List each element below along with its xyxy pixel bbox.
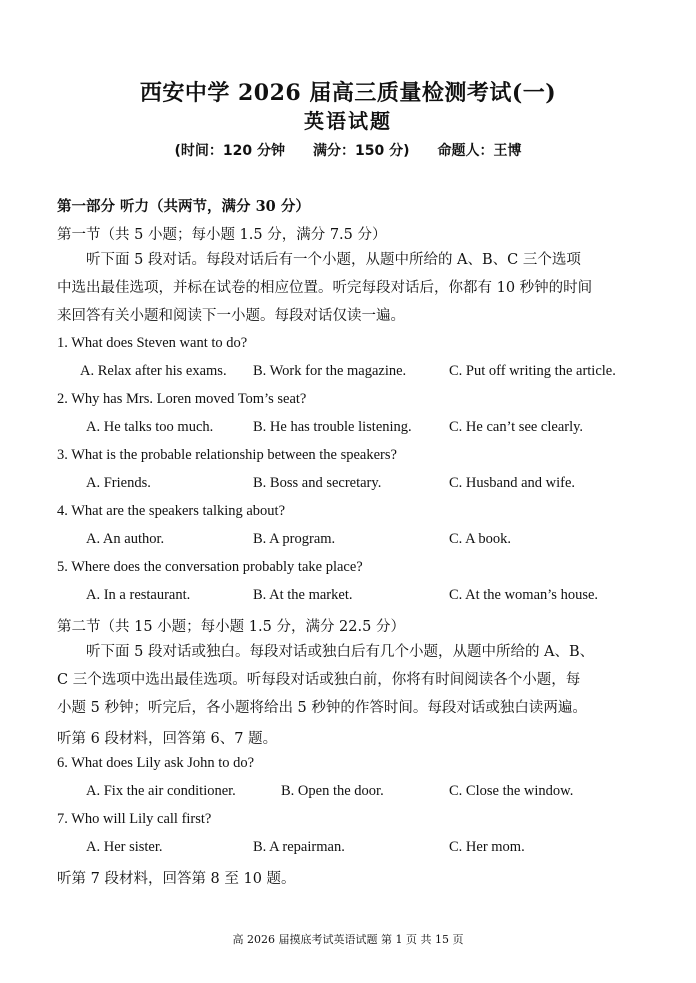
option-b: B. At the market.	[253, 587, 353, 603]
option-c: C. At the woman’s house.	[449, 587, 599, 603]
option-b: B. Boss and secretary.	[253, 475, 382, 491]
exam-title: 西安中学 2026 届高三质量检测考试(一)	[139, 80, 557, 106]
material-note: 听第 7 段材料，回答第 8 至 10 题。	[57, 871, 296, 887]
section1-instruction-line: 听下面 5 段对话。每段对话后有一个小题，从题中所给的 A、B、C 三个选项	[86, 252, 581, 268]
exam-subtitle: 英语试题	[304, 109, 392, 133]
section1-instruction-line: 来回答有关小题和阅读下一小题。每段对话仅读一遍。	[57, 308, 405, 324]
question-stem: 1. What does Steven want to do?	[57, 335, 248, 351]
option-b: B. A repairman.	[253, 839, 345, 855]
exam-score: 满分：150 分)	[313, 143, 410, 159]
question-stem: 5. Where does the conversation probably take place?	[57, 559, 363, 575]
option-c: C. Put off writing the article.	[449, 363, 616, 379]
exam-author: 命题人：王博	[437, 143, 522, 159]
option-a: A. An author.	[86, 531, 165, 547]
option-a: A. Fix the air conditioner.	[86, 783, 236, 799]
section2-instruction-line: 小题 5 秒钟；听完后，各小题将给出 5 秒钟的作答时间。每段对话或独白读两遍。	[57, 700, 587, 716]
option-a: A. Friends.	[86, 475, 151, 491]
exam-time: (时间：120 分钟	[174, 143, 285, 159]
material-note: 听第 6 段材料，回答第 6、7 题。	[57, 731, 278, 747]
option-c: C. Husband and wife.	[449, 475, 576, 491]
section2-heading: 第二节（共 15 小题；每小题 1.5 分，满分 22.5 分）	[57, 619, 405, 635]
option-b: B. Open the door.	[281, 783, 384, 799]
section1-instructions	[57, 246, 642, 330]
option-c: C. Her mom.	[449, 839, 525, 855]
question-stem: 4. What are the speakers talking about?	[57, 503, 286, 519]
option-c: C. Close the window.	[449, 783, 574, 799]
section1-heading: 第一节（共 5 小题；每小题 1.5 分，满分 7.5 分）	[57, 227, 387, 243]
option-c: C. He can’t see clearly.	[449, 419, 584, 435]
option-a: A. In a restaurant.	[86, 587, 191, 603]
option-a: A. He talks too much.	[86, 419, 214, 435]
option-b: B. He has trouble listening.	[253, 419, 412, 435]
option-a: A. Relax after his exams.	[80, 363, 227, 379]
question-stem: 6. What does Lily ask John to do?	[57, 755, 255, 771]
question-stem: 3. What is the probable relationship between the speakers?	[57, 447, 397, 463]
option-a: A. Her sister.	[86, 839, 163, 855]
page-footer: 高 2026 届摸底考试英语试题 第 1 页 共 15 页	[232, 933, 464, 946]
question-stem: 7. Who will Lily call first?	[57, 811, 212, 827]
option-b: B. Work for the magazine.	[253, 363, 407, 379]
option-c: C. A book.	[449, 531, 512, 547]
section1-instruction-line: 中选出最佳选项，并标在试卷的相应位置。听完每段对话后，你都有 10 秒钟的时间	[57, 280, 593, 296]
option-b: B. A program.	[253, 531, 336, 547]
section2-instruction-line: 听下面 5 段对话或独白。每段对话或独白后有几个小题，从题中所给的 A、B、	[86, 644, 595, 660]
question-stem: 2. Why has Mrs. Loren moved Tom’s seat?	[57, 391, 307, 407]
exam-info	[0, 140, 696, 160]
section2-instructions	[57, 638, 642, 722]
part1-heading: 第一部分 听力（共两节，满分 30 分）	[57, 198, 310, 215]
section2-instruction-line: C 三个选项中选出最佳选项。听每段对话或独白前，你将有时间阅读各个小题，每	[57, 672, 581, 688]
